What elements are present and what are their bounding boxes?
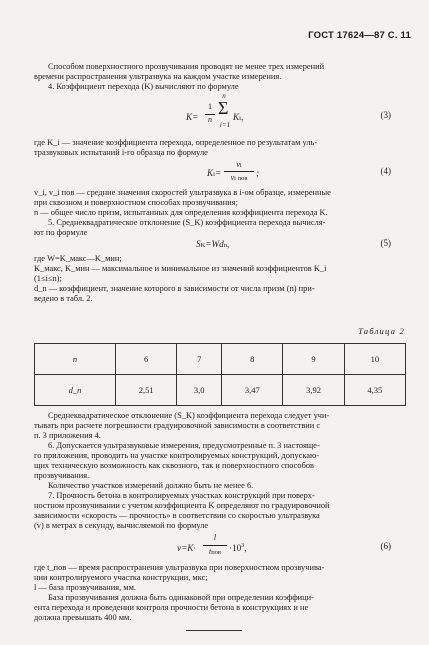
table-row (35, 375, 406, 406)
table-cell: 6 (116, 344, 177, 375)
table-caption: Таблица 2 (358, 326, 405, 336)
page-header: ГОСТ 17624—87 С. 11 (308, 30, 411, 41)
text-line: База прозвучивания должна быть одинаковой при определении коэффици- (48, 593, 314, 602)
text-line: нии контролируемого участка конструкции, мкс; (34, 573, 208, 582)
table-cell: 3,92 (283, 375, 344, 406)
table-cell: 2,51 (116, 375, 177, 406)
document-page: ГОСТ 17624—87 С. 11 Способом поверхностного прозвучивания проводят не менее трех измерений времени распространения ультразвука на каждом участке измерения. 4. Коэффициент перехода (K) вычисляют по формуле K= 1 n n Σ i=1 Ki, (3) где K_i — значение коэффициента перехода, определенное по результатам уль- тразвуковых испытаний i-го образца по формуле Ki= vi vi пов ; (4) v_i, v_i пов — средние значения скоростей ультразвука в i-ом образце, измеренные при сквозном и поверхностном способах прозвучивания; n — общее число призм, испытанных для определения коэффициента перехода K. 5. Среднеквадратическое отклонение (S_K) коэффициента перехода вычисля- ют по формуле SK=Wdn, (5) где W=K_макс—K_мин; K_макс, K_мин — максимальное и минимальное из значений коэффициентов K_i (1≤i≤n); d_n — коэффициент, значение которого в зависимости от числа призм (n) при- ведено в табл. 2. Таблица 2 n 6 7 8 9 10 d_n 2,51 3,0 3,47 3,92 4,35 Среднеквадратическое отклонение (S_K) коэффициента перехода следует учи- тывать при расчете погрешности градуировочной зависимости в соответствии с п. 3 приложения 4. 6. Допускается ультразвуковые измерения, предусмотренные п. 3 настояще- го приложения, проводить на участке контролируемых конструкций, допускаю- щих техническую возможность как сквозного, так и поверхностного способов прозвучивания. Количество участков измерений должно быть не менее 6. 7. Прочность бетона в контролируемых участках конструкций при поверх- ностном прозвучивании с учетом коэффициента K определяют по градуировочной зависимости «скорость — прочность» в соответствии со скоростью ультразвука (v) в метрах в секунду, вычисляемой по формуле v=K· l tпов $\cdot 10^3$, (6) где t_пов — время распространения ультразвука при поверхностном прозвучива- нии контролируемого участка конструкции, мкс; l — база прозвучивания, мм. База прозвучивания должна быть одинаковой при определении коэффици- ента перехода и проведении контроля прочности бетона в конструкциях и не должна превышать 400 мм. (0, 0, 429, 645)
text-line: ностном прозвучивании с учетом коэффициента K определяют по градуировочной (34, 501, 330, 510)
table-cell: n (35, 344, 116, 375)
text-line: зависимости «скорость — прочность» в соответствии со скоростью ультразвука (34, 511, 320, 520)
table-cell: 8 (222, 344, 283, 375)
text-line: Среднеквадратическое отклонение (S_K) коэффициента перехода следует учи- (48, 411, 330, 420)
text-line: K_макс, K_мин — максимальное и минимальное из значений коэффициентов K_i (34, 264, 327, 273)
text-line: ента перехода и проведении контроля прочности бетона в конструкциях и не (34, 603, 309, 612)
text-line: должна превышать 400 мм. (34, 613, 132, 622)
text-line: времени распространения ультразвука на каждом участке измерения. (34, 72, 282, 81)
text-line: (v) в метрах в секунду, вычисляемой по формуле (34, 521, 209, 530)
table-cell: 4,35 (344, 375, 405, 406)
text-line: n — общее число призм, испытанных для определения коэффициента перехода K. (34, 208, 328, 217)
text-line: ют по формуле (34, 228, 88, 237)
table-2 (34, 343, 406, 406)
text-line: тразвуковых испытаний i-го образца по формуле (34, 148, 208, 157)
text-line: где t_пов — время распространения ультразвука при поверхностном прозвучива- (34, 563, 325, 572)
text-line: 7. Прочность бетона в контролируемых участках конструкций при поверх- (48, 491, 315, 500)
text-line: Количество участков измерений должно быть не менее 6. (48, 481, 254, 490)
table-cell: 3,0 (177, 375, 222, 406)
text-line: 5. Среднеквадратическое отклонение (S_K) коэффициента перехода вычисля- (48, 218, 326, 227)
text-line: при сквозном и поверхностном способах прозвучивания; (34, 198, 238, 207)
table-cell: d_n (35, 375, 116, 406)
text-line: прозвучивания. (34, 471, 90, 480)
text-line: щих техническую возможность как сквозного, так и поверхностного способов (34, 461, 314, 470)
table-cell: 9 (283, 344, 344, 375)
formula-3-number: (3) (380, 110, 391, 120)
text-line: где W=K_макс—K_мин; (34, 254, 122, 263)
text-line: тывать при расчете погрешности градуировочной зависимости в соответствии с (34, 421, 321, 430)
text-line: Способом поверхностного прозвучивания проводят не менее трех измерений (48, 62, 325, 71)
formula-4-number: (4) (380, 166, 391, 176)
text-line: (1≤i≤n); (34, 274, 62, 283)
text-line: ведено в табл. 2. (34, 294, 93, 303)
table-cell: 7 (177, 344, 222, 375)
text-line: 6. Допускается ультразвуковые измерения, предусмотренные п. 3 настояще- (48, 441, 320, 450)
text-line: п. 3 приложения 4. (34, 431, 101, 440)
formula-6-number: (6) (380, 541, 391, 551)
table-cell: 10 (344, 344, 405, 375)
text-line: 4. Коэффициент перехода (K) вычисляют по формуле (48, 82, 239, 91)
formula-5-number: (5) (380, 238, 391, 248)
table-cell: 3,47 (222, 375, 283, 406)
text-line: где K_i — значение коэффициента перехода, определенное по результатам уль- (34, 138, 318, 147)
text-line: v_i, v_i пов — средние значения скоростей ультразвука в i-ом образце, измеренные (34, 188, 331, 197)
divider (186, 630, 242, 631)
text-line: l — база прозвучивания, мм. (34, 583, 136, 592)
text-line: d_n — коэффициент, значение которого в зависимости от числа призм (n) при- (34, 284, 315, 293)
table-row (35, 344, 406, 375)
text-line: го приложения, проводить на участке контролируемых конструкций, допускаю- (34, 451, 320, 460)
